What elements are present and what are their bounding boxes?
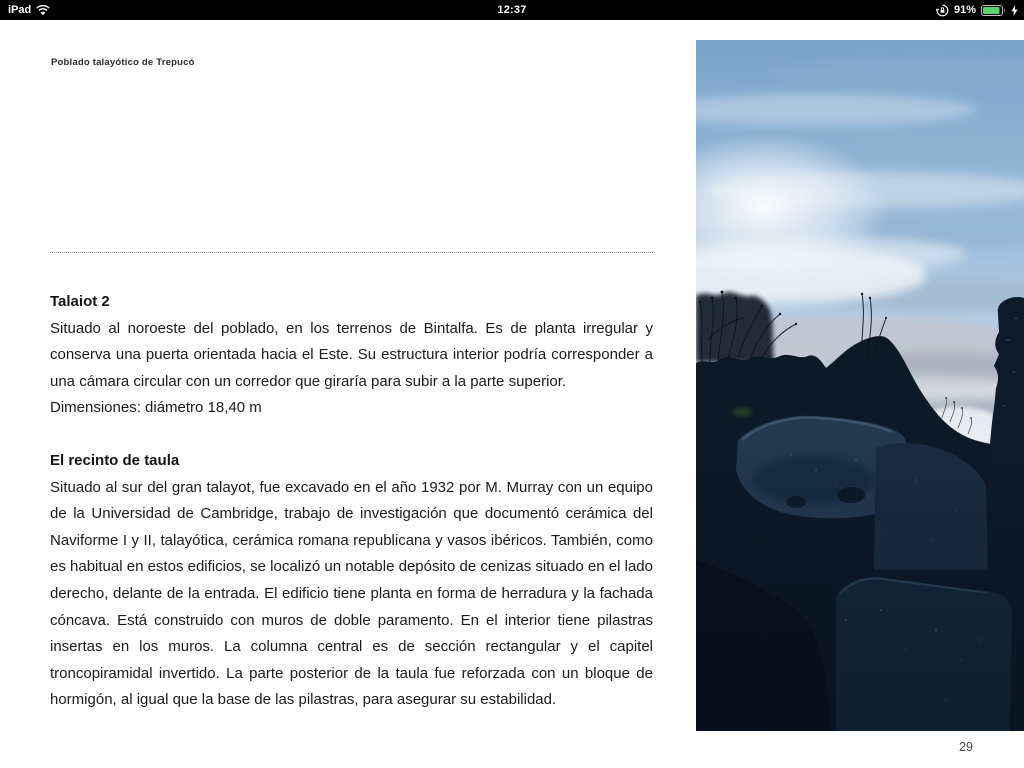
device-label: iPad	[8, 4, 32, 16]
reader-page[interactable]	[0, 20, 1024, 768]
page-number: 29	[959, 740, 973, 754]
section-body: Situado al sur del gran talayot, fue excavado en el año 1932 por M. Murray con un equipo de la Universidad de Cambridge, trabajo de investigación que documentó cerámica del Naviforme I y II, talayótica, cerámica romana republicana y vasos ibéricos. También, como es habitual en estos edificios, se localizó un notable depósito de cenizas situado en el lado derecho, delante de la entrada. El edificio tiene planta en forma de herradura y la fachada cóncava. Está construido con muros de doble paramento. En el interior tiene pilastras insertas en los muros. La columna central es de sección rectangular y el capitel troncopiramidal invertido. La parte posterior de la taula fue reforzada con un bloque de hormigón, al igual que la base de las pilastras, para asegurar su estabilidad.	[50, 478, 653, 709]
section-recinto-de-taula	[50, 448, 653, 714]
section-heading: Talaiot 2	[50, 293, 110, 310]
battery-icon	[981, 5, 1006, 16]
section-heading: El recinto de taula	[50, 451, 180, 469]
battery-percent: 91%	[953, 4, 976, 16]
ruins-photo	[696, 40, 1024, 731]
text-column	[50, 252, 653, 714]
clock: 12:37	[497, 4, 527, 16]
orientation-lock-icon	[936, 4, 949, 17]
section-body: Situado al noroeste del poblado, en los terrenos de Bintalfa. Es de planta irregular y conserva una puerta orientada hacia el Este. Su estructura interior podría corresponder a una cámara circular con un corredor que giraría para subir a la parte superior.	[50, 319, 653, 390]
running-header: Poblado talayótico de Trepucó	[51, 57, 195, 68]
charging-bolt-icon	[1011, 5, 1018, 16]
section-talaiot-2	[50, 253, 653, 422]
dimensions-line: Dimensiones: diámetro 18,40 m	[50, 399, 262, 417]
status-bar	[0, 0, 1024, 20]
